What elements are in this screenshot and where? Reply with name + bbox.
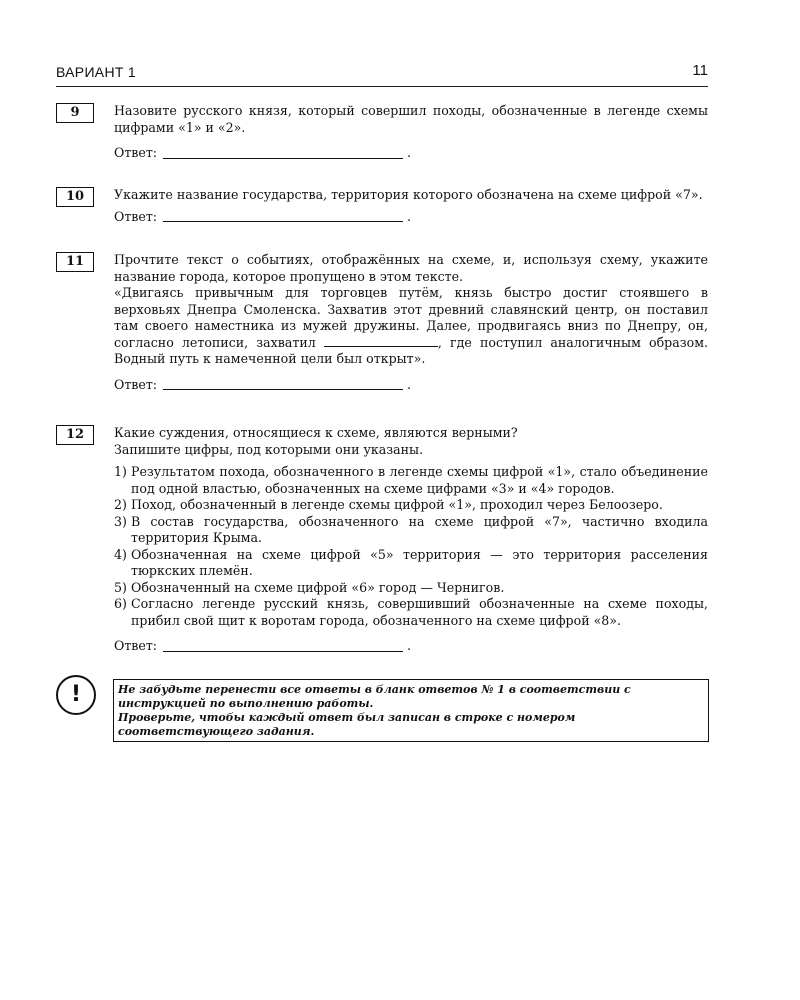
option-number: 6) (114, 596, 127, 611)
task-text: Укажите название государства, территория которого обозначена на схеме цифрой «7». (114, 187, 703, 202)
option-text: Обозначенный на схеме цифрой «6» город — Чернигов. (131, 579, 505, 595)
answer-row: Ответ: . (114, 208, 412, 224)
answer-row: Ответ: . (114, 145, 412, 160)
task-number: 10 (56, 187, 94, 207)
task-content (114, 252, 708, 393)
option-item (114, 464, 708, 497)
task-number: 12 (56, 425, 94, 445)
answer-row: Ответ: . (114, 376, 412, 392)
notice-line-1: Не забудьте перенести все ответы в бланк ответов № 1 в соответствии с инструкцией по выполнению работы. (118, 683, 631, 710)
answer-label: Ответ: (114, 376, 158, 392)
answer-line[interactable] (163, 157, 403, 159)
answer-line[interactable] (163, 220, 403, 222)
option-number: 4) (114, 546, 127, 562)
task-text: Прочтите текст о событиях, отображённых на схеме, и, используя схему, укажите название города, которое пропущено в этом тексте. (114, 252, 708, 284)
option-item (114, 547, 708, 580)
task-content (114, 103, 708, 162)
answer-row: Ответ: . (114, 638, 412, 653)
page-number: 11 (692, 62, 708, 79)
option-number: 5) (114, 579, 127, 595)
quote-blank (324, 336, 438, 347)
option-list (114, 464, 708, 629)
option-number: 1) (114, 464, 127, 479)
quote-part-1: «Двигаясь привычным для торговцев путём, князь быстро достиг стоявшего в верховьях Днепра Смоленска. Захватив этот древний славянский центр, он поставил там своего наместника из мужей дружины. Далее, продвигаясь вниз по Днепру, он, согласно летописи, захватил (114, 285, 708, 350)
task-question: Какие суждения, относящиеся к схеме, являются верными? (114, 425, 518, 440)
variant-label: ВАРИАНТ 1 (56, 64, 136, 80)
answer-line[interactable] (163, 388, 403, 390)
option-number: 2) (114, 497, 127, 512)
answer-label: Ответ: (114, 145, 158, 160)
option-text: Результатом похода, обозначенного в легенде схемы цифрой «1», стало объединение под одной властью, обозначенных на схеме цифрами «3» и «4» городов. (131, 464, 708, 496)
task-number: 9 (56, 103, 94, 123)
notice-box (113, 679, 709, 742)
exclamation-icon: ! (56, 675, 96, 715)
answer-label: Ответ: (114, 638, 158, 653)
option-item (114, 596, 708, 629)
option-number: 3) (114, 513, 127, 529)
quote-part-2: , где поступил аналогичным образом. Водный путь к намеченной цели был открыт». (114, 334, 708, 366)
option-text: В состав государства, обозначенного на схеме цифрой «7», частично входила территория Крыма. (131, 513, 708, 545)
task-content (114, 425, 708, 655)
option-text: Обозначенная на схеме цифрой «5» территория — это территория расселения тюркских племён. (131, 546, 708, 578)
answer-line[interactable] (163, 650, 403, 652)
page-header (56, 62, 708, 87)
option-item (114, 580, 708, 597)
task-number: 11 (56, 252, 94, 272)
task-content (114, 187, 708, 225)
option-item (114, 514, 708, 547)
option-item (114, 497, 708, 514)
notice-line-2: Проверьте, чтобы каждый ответ был записан в строке с номером соответствующего задания. (118, 711, 576, 738)
option-text: Поход, обозначенный в легенде схемы цифрой «1», проходил через Белоозеро. (131, 497, 663, 512)
task-instruction: Запишите цифры, под которыми они указаны. (114, 441, 424, 457)
task-text: Назовите русского князя, который совершил походы, обозначенные в легенде схемы цифрами «1» и «2». (114, 103, 708, 135)
option-text: Согласно легенде русский князь, совершивший обозначенные на схеме походы, прибил свой щит к воротам города, обозначенного на схеме цифрой «8». (131, 596, 708, 628)
source-quote (114, 285, 708, 368)
answer-label: Ответ: (114, 208, 158, 224)
